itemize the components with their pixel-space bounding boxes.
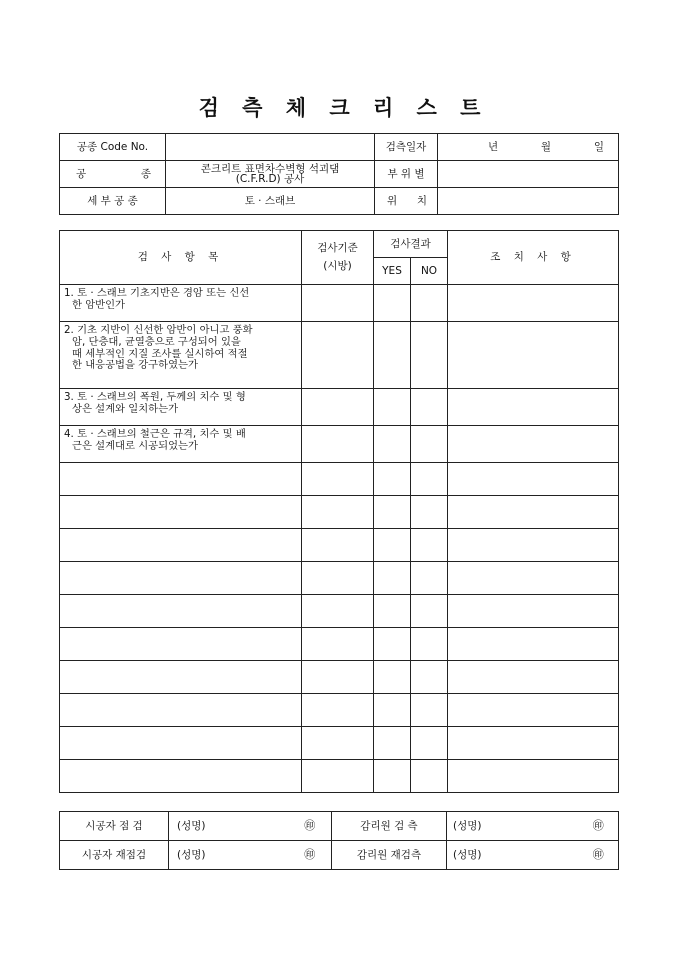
header-criteria-line1: 검사기준 — [317, 241, 358, 254]
yes-cell[interactable] — [374, 727, 411, 760]
action-cell[interactable] — [448, 694, 619, 727]
no-cell[interactable] — [411, 694, 448, 727]
loc-label — [375, 188, 438, 215]
item-cell[interactable] — [60, 760, 302, 793]
item-cell[interactable] — [60, 595, 302, 628]
code-value[interactable] — [166, 134, 375, 161]
date-month: 월 — [540, 140, 552, 153]
loc-value[interactable] — [438, 188, 619, 215]
criteria-cell[interactable] — [302, 760, 374, 793]
type-label-b: 종 — [140, 167, 151, 180]
supervisor-check-label: 감리원 검 측 — [332, 812, 447, 841]
item-3-line-2: 상은 설계와 일치하는가 — [72, 402, 179, 415]
item-4 — [60, 426, 302, 463]
detail-value[interactable]: 토 · 스래브 — [166, 188, 375, 215]
date-day: 일 — [593, 140, 604, 153]
action-cell[interactable] — [448, 628, 619, 661]
yes-cell[interactable] — [374, 463, 411, 496]
criteria-cell[interactable] — [302, 628, 374, 661]
criteria-cell[interactable] — [302, 529, 374, 562]
header-action-text: 조 치 사 항 — [490, 251, 576, 264]
item-1-line-1: 1. 토 · 스래브 기초지반은 경암 또는 신선 — [64, 287, 250, 299]
part-label: 부 위 별 — [375, 161, 438, 188]
supervisor-recheck-name[interactable]: (성명) — [447, 841, 579, 870]
empty-row — [60, 727, 619, 760]
action-cell[interactable] — [448, 463, 619, 496]
header-yes: YES — [374, 258, 411, 285]
yes-cell[interactable] — [374, 595, 411, 628]
item-cell[interactable] — [60, 694, 302, 727]
seal-icon — [289, 812, 332, 841]
yes-cell[interactable] — [374, 426, 411, 463]
criteria-cell[interactable] — [302, 285, 374, 322]
supervisor-check-name[interactable]: (성명) — [447, 812, 579, 841]
contractor-check-name[interactable]: (성명) — [169, 812, 289, 841]
no-cell[interactable] — [411, 285, 448, 322]
item-2-line-1: 2. 기초 지반이 신선한 암반이 아니고 풍화 — [64, 324, 253, 336]
yes-cell[interactable] — [374, 628, 411, 661]
header-criteria — [302, 231, 374, 285]
empty-row — [60, 463, 619, 496]
no-cell[interactable] — [411, 426, 448, 463]
criteria-cell[interactable] — [302, 661, 374, 694]
no-cell[interactable] — [411, 529, 448, 562]
criteria-cell[interactable] — [302, 463, 374, 496]
item-cell[interactable] — [60, 562, 302, 595]
item-1-line-2: 한 암반인가 — [72, 298, 126, 311]
yes-cell[interactable] — [374, 389, 411, 426]
item-2-line-2: 암, 단층대, 균열층으로 구성되어 있을 — [72, 335, 241, 348]
criteria-cell[interactable] — [302, 426, 374, 463]
item-3-line-1: 3. 토 · 스래브의 폭원, 두께의 치수 및 형 — [64, 391, 246, 403]
item-cell[interactable] — [60, 463, 302, 496]
empty-row — [60, 595, 619, 628]
seal-mark: ㊞ — [592, 847, 604, 861]
criteria-cell[interactable] — [302, 496, 374, 529]
yes-cell[interactable] — [374, 760, 411, 793]
criteria-cell[interactable] — [302, 694, 374, 727]
action-cell[interactable] — [448, 322, 619, 389]
action-cell[interactable] — [448, 529, 619, 562]
no-cell[interactable] — [411, 595, 448, 628]
loc-label-b: 치 — [416, 194, 427, 207]
item-cell[interactable] — [60, 727, 302, 760]
no-cell[interactable] — [411, 562, 448, 595]
no-cell[interactable] — [411, 727, 448, 760]
criteria-cell[interactable] — [302, 562, 374, 595]
loc-label-a: 위 — [387, 194, 398, 207]
yes-cell[interactable] — [374, 322, 411, 389]
item-cell[interactable] — [60, 661, 302, 694]
header-items-text: 검 사 항 목 — [137, 251, 224, 264]
empty-row — [60, 496, 619, 529]
item-4-line-2: 근은 설계대로 시공되었는가 — [72, 439, 198, 452]
empty-row — [60, 562, 619, 595]
no-cell[interactable] — [411, 760, 448, 793]
action-cell[interactable] — [448, 285, 619, 322]
action-cell[interactable] — [448, 760, 619, 793]
inspection-table — [59, 230, 619, 793]
part-value[interactable] — [438, 161, 619, 188]
no-cell[interactable] — [411, 389, 448, 426]
action-cell[interactable] — [448, 496, 619, 529]
item-3 — [60, 389, 302, 426]
type-label — [60, 161, 166, 188]
empty-row — [60, 529, 619, 562]
item-2-line-3: 때 세부적인 지질 조사를 실시하여 적절 — [72, 347, 248, 360]
criteria-cell[interactable] — [302, 389, 374, 426]
yes-cell[interactable] — [374, 562, 411, 595]
yes-cell[interactable] — [374, 285, 411, 322]
contractor-recheck-name[interactable]: (성명) — [169, 841, 289, 870]
header-criteria-line2: (시방) — [323, 259, 352, 272]
action-cell[interactable] — [448, 595, 619, 628]
criteria-cell[interactable] — [302, 727, 374, 760]
seal-mark: ㊞ — [592, 818, 604, 832]
yes-cell[interactable] — [374, 661, 411, 694]
criteria-cell[interactable] — [302, 595, 374, 628]
detail-label: 세 부 공 종 — [60, 188, 166, 215]
supervisor-recheck-label: 감리원 재검측 — [332, 841, 447, 870]
criteria-cell[interactable] — [302, 322, 374, 389]
item-cell[interactable] — [60, 529, 302, 562]
date-year: 년 — [488, 140, 499, 153]
action-cell[interactable] — [448, 661, 619, 694]
action-cell[interactable] — [448, 426, 619, 463]
action-cell[interactable] — [448, 727, 619, 760]
date-field[interactable] — [438, 134, 619, 161]
no-cell[interactable] — [411, 463, 448, 496]
empty-row — [60, 760, 619, 793]
no-cell[interactable] — [411, 322, 448, 389]
header-no: NO — [411, 258, 448, 285]
header-action — [448, 231, 619, 285]
no-cell[interactable] — [411, 661, 448, 694]
action-cell[interactable] — [448, 389, 619, 426]
type-value[interactable] — [166, 161, 375, 188]
signature-table — [59, 811, 619, 870]
contractor-recheck-label: 시공자 재점검 — [60, 841, 169, 870]
item-2 — [60, 322, 302, 389]
header-items — [60, 231, 302, 285]
empty-row — [60, 628, 619, 661]
seal-icon — [579, 812, 619, 841]
item-2-line-4: 한 내응공법을 강구하였는가 — [72, 359, 198, 372]
seal-mark: ㊞ — [304, 847, 316, 861]
yes-cell[interactable] — [374, 529, 411, 562]
contractor-check-label: 시공자 점 검 — [60, 812, 169, 841]
seal-icon — [579, 841, 619, 870]
no-cell[interactable] — [411, 496, 448, 529]
page-title: 검 측 체 크 리 스 트 — [198, 95, 482, 120]
item-4-line-1: 4. 토 · 스래브의 철근은 규격, 치수 및 배 — [64, 428, 246, 440]
item-cell[interactable] — [60, 496, 302, 529]
type-value-line2: (C.F.R.D) 공사 — [235, 173, 305, 185]
seal-mark: ㊞ — [304, 818, 316, 832]
yes-cell[interactable] — [374, 694, 411, 727]
info-table — [59, 133, 619, 215]
seal-icon — [289, 841, 332, 870]
item-cell[interactable] — [60, 628, 302, 661]
empty-row — [60, 661, 619, 694]
empty-row — [60, 694, 619, 727]
item-1 — [60, 285, 302, 322]
header-result: 검사결과 — [374, 231, 448, 258]
type-label-a: 공 — [76, 167, 87, 180]
date-label: 검측일자 — [375, 134, 438, 161]
code-label: 공종 Code No. — [60, 134, 166, 161]
yes-cell[interactable] — [374, 496, 411, 529]
type-value-line1: 콘크리트 표면차수벽형 석괴댐 — [200, 162, 340, 175]
action-cell[interactable] — [448, 562, 619, 595]
no-cell[interactable] — [411, 628, 448, 661]
